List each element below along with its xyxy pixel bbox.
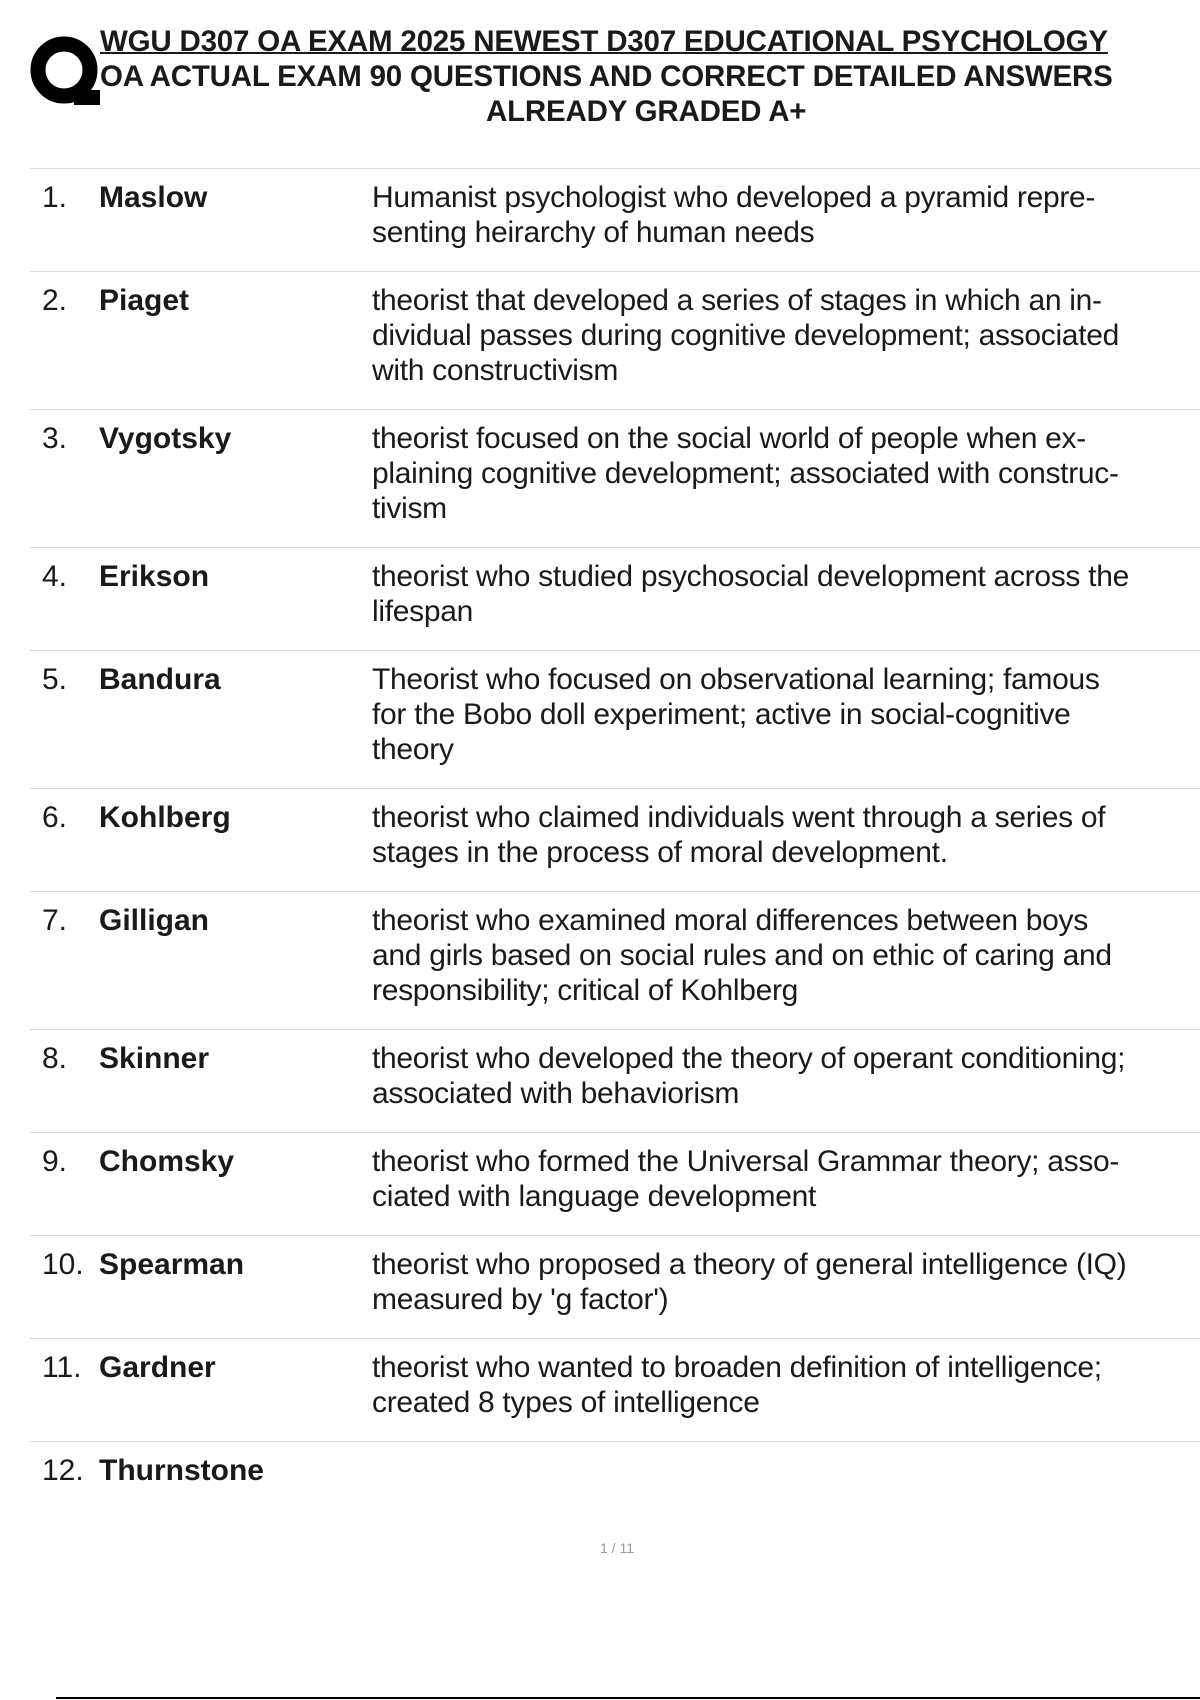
item-definition [372, 559, 1200, 629]
qa-row [30, 1236, 1200, 1339]
definition-line: theorist focused on the social world of people when ex- [372, 422, 1086, 455]
item-number: 5. [42, 663, 68, 696]
item-term: Maslow [99, 181, 208, 214]
item-definition [372, 180, 1200, 250]
definition-line: theorist who examined moral differences between boys [372, 904, 1088, 937]
item-definition [372, 1144, 1200, 1214]
qa-list [30, 168, 1200, 1522]
definition-line: theorist who studied psychosocial development across the [372, 560, 1129, 593]
item-definition [372, 1247, 1200, 1317]
definition-line: stages in the process of moral development. [372, 836, 948, 869]
definition-line: with constructivism [372, 354, 619, 387]
item-term: Gardner [99, 1351, 216, 1384]
definition-line: tivism [372, 492, 447, 525]
definition-line: Theorist who focused on observational learning; famous [372, 663, 1100, 696]
definition-line: theorist who formed the Universal Grammar theory; asso- [372, 1145, 1120, 1178]
definition-line: dividual passes during cognitive development; associated [372, 319, 1119, 352]
item-number: 11. [42, 1351, 82, 1384]
item-number: 3. [42, 422, 68, 455]
definition-line: associated with behaviorism [372, 1077, 740, 1110]
definition-line: created 8 types of intelligence [372, 1386, 760, 1419]
item-term: Gilligan [99, 904, 210, 937]
item-term: Bandura [99, 663, 221, 696]
item-number: 2. [42, 284, 68, 317]
title-line-2: OA ACTUAL EXAM 90 QUESTIONS AND CORRECT DETAILED ANSWERS [100, 60, 1113, 93]
q-logo-icon [30, 34, 104, 112]
item-term: Vygotsky [99, 422, 232, 455]
footer-divider [56, 1697, 1200, 1699]
item-term: Thurnstone [99, 1454, 264, 1487]
qa-row [30, 789, 1200, 892]
definition-line: theorist who developed the theory of operant conditioning; [372, 1042, 1126, 1075]
definition-line: senting heirarchy of human needs [372, 216, 815, 249]
definition-line: and girls based on social rules and on ethic of caring and [372, 939, 1112, 972]
item-number: 4. [42, 560, 68, 593]
qa-row [30, 410, 1200, 548]
page-indicator: 1 / 11 [600, 1540, 634, 1556]
qa-row [30, 548, 1200, 651]
item-definition [372, 1041, 1200, 1111]
definition-line: Humanist psychologist who developed a pyramid repre- [372, 181, 1096, 214]
document-title [100, 24, 1200, 129]
item-term: Piaget [99, 284, 190, 317]
item-number: 6. [42, 801, 68, 834]
item-definition [372, 662, 1200, 767]
item-number: 9. [42, 1145, 68, 1178]
item-definition [372, 800, 1200, 870]
item-term: Chomsky [99, 1145, 235, 1178]
definition-line: lifespan [372, 595, 474, 628]
item-definition [372, 283, 1200, 388]
item-number: 12. [42, 1454, 84, 1487]
definition-line: responsibility; critical of Kohlberg [372, 974, 799, 1007]
item-number: 8. [42, 1042, 68, 1075]
definition-line: theorist that developed a series of stages in which an in- [372, 284, 1102, 317]
item-term: Erikson [99, 560, 210, 593]
qa-row [30, 651, 1200, 789]
item-definition [372, 421, 1200, 526]
definition-line: ciated with language development [372, 1180, 817, 1213]
item-number: 1. [42, 181, 68, 214]
qa-row [30, 1133, 1200, 1236]
definition-line: theorist who wanted to broaden definition of intelligence; [372, 1351, 1102, 1384]
title-line-1: WGU D307 OA EXAM 2025 NEWEST D307 EDUCATIONAL PSYCHOLOGY [100, 25, 1108, 58]
item-definition [372, 903, 1200, 1008]
definition-line: theorist who claimed individuals went through a series of [372, 801, 1106, 834]
definition-line: theorist who proposed a theory of general intelligence (IQ) [372, 1248, 1127, 1281]
item-term: Spearman [99, 1248, 245, 1281]
qa-row [30, 892, 1200, 1030]
item-number: 10. [42, 1248, 84, 1281]
definition-line: theory [372, 733, 454, 766]
item-definition [372, 1350, 1200, 1420]
qa-row [30, 1339, 1200, 1442]
title-line-3: ALREADY GRADED A+ [486, 95, 807, 128]
definition-line: for the Bobo doll experiment; active in social-cognitive [372, 698, 1071, 731]
item-term: Skinner [99, 1042, 210, 1075]
qa-row [30, 1442, 1200, 1522]
qa-row [30, 169, 1200, 272]
definition-line: plaining cognitive development; associated with construc- [372, 457, 1119, 490]
item-term: Kohlberg [99, 801, 231, 834]
item-number: 7. [42, 904, 68, 937]
definition-line: measured by 'g factor') [372, 1283, 669, 1316]
qa-row [30, 272, 1200, 410]
qa-row [30, 1030, 1200, 1133]
